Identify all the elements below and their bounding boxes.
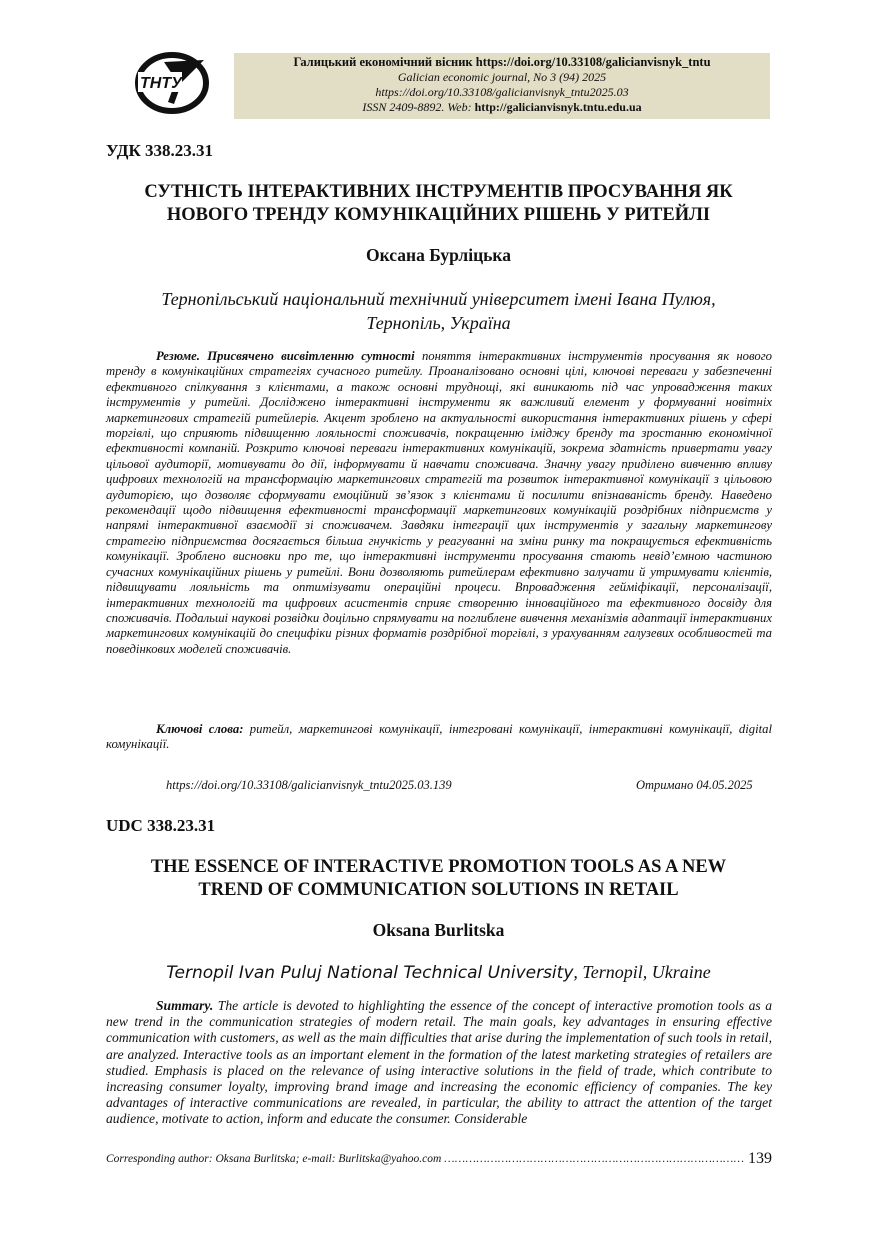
corresponding-author: Corresponding author: Oksana Burlitska; e-mail: Burlitska@yahoo.com: [106, 1153, 442, 1165]
received-date: Отримано 04.05.2025: [636, 778, 753, 792]
journal-line-1: Галицький економічний вісник https://doi.org/10.33108/galicianvisnyk_tntu: [293, 55, 711, 69]
title-en: [100, 856, 777, 902]
title-ua-line-1: СУТНІСТЬ ІНТЕРАКТИВНИХ ІНСТРУМЕНТІВ ПРОСУВАННЯ ЯК: [144, 182, 733, 202]
summary-en-body: The article is devoted to highlighting the essence of the concept of interactive promotion tools as a new trend in the communication strategies of modern retail. The main goals, key advantages in ensuring effective communication with customers, as well as the main difficulties that arise during the implementation of such tools in retail, are analyzed. Interactive tools as an important element in the formation of the latest marketing strategies of retailers are studied. Emphasis is placed on the relevance of using interactive solutions in the field of trade, which contribute to increasing consumer loyalty, improving brand image and increasing the economic efficiency of companies. The key advantages of interactive communications are revealed, in particular, the ability to attract the attention of the target audience, motivate to action, inform and educate the consumer. Considerable: [106, 998, 772, 1127]
title-ua: [100, 181, 777, 227]
affiliation-ua-line-1: Тернопільський національний технічний університет імені Івана Пулюя,: [161, 289, 716, 309]
journal-line-2: Galician economic journal, No 3 (94) 2025: [397, 70, 607, 84]
page-number: 139: [748, 1150, 772, 1167]
article-doi-link[interactable]: https://doi.org/10.33108/galicianvisnyk_tntu2025.03.139: [166, 778, 452, 792]
affiliation-en-name: Ternopil Ivan Puluj National Technical University: [166, 963, 574, 983]
abstract-ua: [106, 349, 772, 657]
title-en-line-2: TREND OF COMMUNICATION SOLUTIONS IN RETAIL: [198, 880, 679, 900]
author-ua: Оксана Бурліцька: [366, 245, 511, 265]
affiliation-en: [100, 960, 777, 985]
journal-line-4: [234, 100, 770, 115]
footer-corresponding: [106, 1153, 772, 1165]
journal-logo: [134, 52, 210, 114]
author-en: Oksana Burlitska: [372, 920, 505, 940]
keywords-ua-lead: Ключові слова:: [156, 722, 244, 736]
issn-text: ISSN 2409-8892. Web:: [362, 100, 475, 114]
journal-line-3: https://doi.org/10.33108/galicianvisnyk_tntu2025.03: [375, 85, 629, 99]
summary-en-lead: Summary.: [156, 998, 214, 1013]
journal-header: [234, 53, 770, 119]
abstract-ua-lead: Резюме. Присвячено висвітленню сутності: [156, 349, 415, 363]
abstract-ua-body: поняття інтерактивних інструментів просування як нового тренду в комунікаційних стратегіях сучасного ритейлу. Проаналізовано основні цілі, ключові переваги у забезпеченні ефективного спілкування з клієнтами, а також основні труднощі, які виникають під час упровадження таких інструментів у ритейлі. Досліджено інтерактивні інструменти як важливий елемент у формуванні новітніх маркетингових стратегій ритейлерів. Акцент зроблено на актуальності використання інтерактивних рішень у сфері торгівлі, що сприяють підвищенню лояльності споживачів, покращенню іміджу бренду та зростанню економічної ефективності компаній. Розкрито ключові переваги інтерактивних комунікацій, зокрема здатність привертати увагу цільової аудиторії, мотивувати до дії, інформувати й навчати споживача. Значну увагу приділено вивченню впливу цифрових технологій на трансформацію маркетингових стратегій та розвиток інтерактивної комунікації з цільовою аудиторією, що дозволяє сформувати емоційний зв’язок з клієнтами й посилити впізнаваність бренду. Наведено рекомендації щодо підвищення ефективності трансформації маркетингових комунікацій роздрібних підприємств у напрямі інтерактивної взаємодії зі споживачем. Завдяки інтеграції цих інструментів у загальну маркетингову стратегію підприємства досягається більша гнучкість у реагуванні на зміни ринку та покращується ефективність комунікації. Зроблено висновки про те, що інтерактивні інструменти просування стають невід’ємною частиною сучасних комунікаційних рішень у ритейлі. Вони дозволяють ритейлерам ефективно залучати й утримувати клієнтів, підвищувати лояльність та оптимізувати операційні процеси. Впровадження гейміфікації, персоналізації, інтерактивних технологій та цифрових асистентів сприяє створенню інноваційного та ефективного досвіду для споживачів. Подальші наукові розвідки доцільно спрямувати на поглиблене вивчення механізмів адаптації інтерактивних маркетингових комунікацій до специфіки різних форматів роздрібної торгівлі, з урахуванням галузевих особливостей та поведінкових моделей споживачів.: [106, 349, 772, 656]
keywords-ua: [106, 722, 772, 753]
title-en-line-1: THE ESSENCE OF INTERACTIVE PROMOTION TOOLS AS A NEW: [150, 857, 727, 877]
journal-website-link[interactable]: http://galicianvisnyk.tntu.edu.ua: [474, 100, 642, 114]
summary-en: [106, 998, 772, 1128]
affiliation-ua: [100, 287, 777, 335]
affiliation-ua-line-2: Тернопіль, Україна: [366, 313, 511, 333]
udc-en: UDC 338.23.31: [106, 816, 216, 835]
udc-ua: УДК 338.23.31: [106, 141, 214, 160]
footer-dots: …………………………………………………………………………: [444, 1153, 745, 1165]
keywords-ua-body: ритейл, маркетингові комунікації, інтегровані комунікації, інтерактивні комунікації, digital комунікації.: [106, 722, 772, 752]
title-ua-line-2: НОВОГО ТРЕНДУ КОМУНІКАЦІЙНИХ РІШЕНЬ У РИТЕЙЛІ: [166, 205, 711, 225]
logo-text: ТНТУ: [140, 75, 182, 92]
affiliation-en-rest: , Ternopil, Ukraine: [573, 962, 711, 982]
